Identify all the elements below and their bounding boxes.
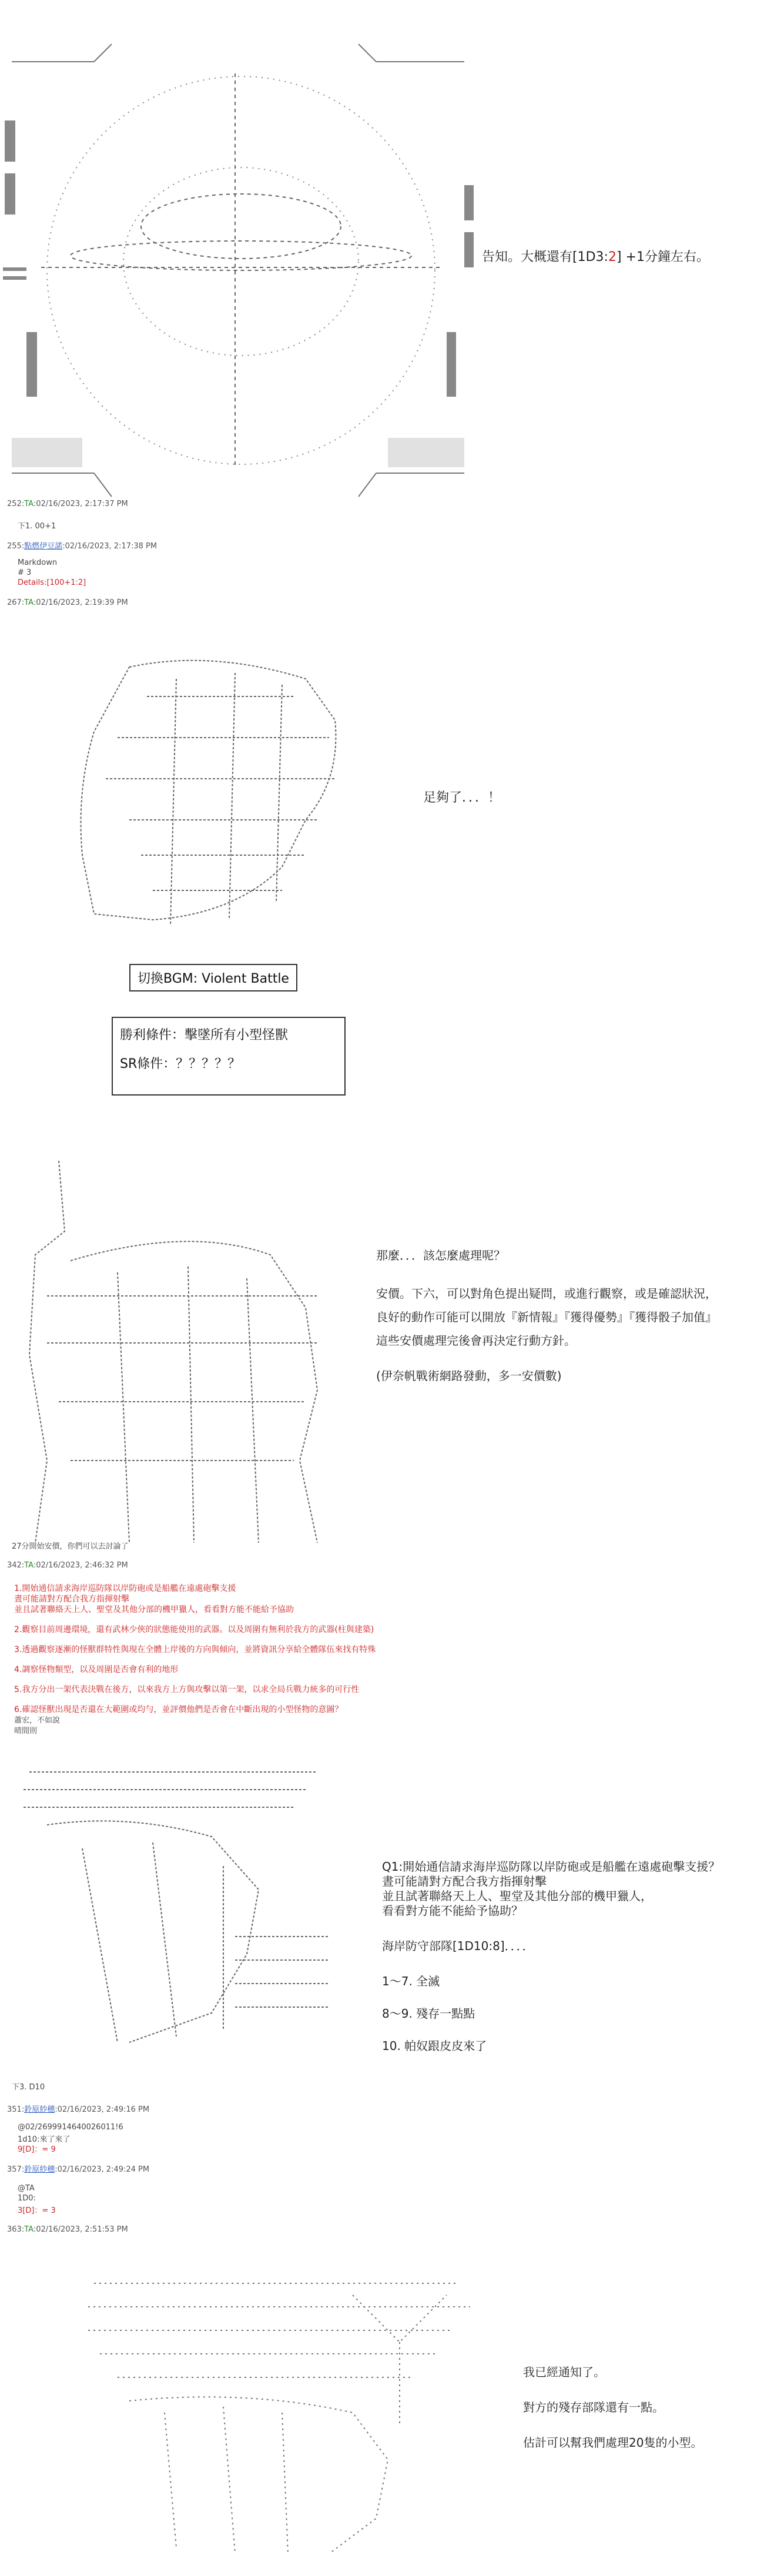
q1-line2: 晝可能請對方配合我方指揮射擊: [382, 1874, 547, 1888]
scope-ascii-art: [0, 12, 482, 494]
post-351-line1: @02/2699914640026011!6: [18, 2123, 123, 2132]
post-255-line3: Details:[100+1:2]: [18, 578, 86, 587]
post-351-header: 351:鈴原紗穗:02/16/2023, 2:49:16 PM: [7, 2105, 150, 2114]
character-ascii-art-2: [12, 1740, 341, 2045]
panel3-line5: (伊奈帆戰術網路發動，多一安價數): [376, 1369, 562, 1383]
post-255-header: 255:點燃伊豆諾:02/16/2023, 2:17:38 PM: [7, 542, 158, 551]
option-1: 1～7. 全滅: [382, 1974, 440, 1988]
mecha-ascii-art: [12, 1134, 376, 1546]
q1-line4: 看看對方能不能給予協助？: [382, 1904, 523, 1918]
bgm-box: 切換BGM: Violent Battle: [129, 964, 297, 991]
anka-item-1b: 晝可能請對方配合我方指揮射擊: [14, 1594, 129, 1604]
panel2-narration: 足夠了．．．！: [423, 790, 501, 805]
post-351-line3: 9[D]：= 9: [18, 2145, 56, 2154]
post-255-line1: Markdown: [18, 558, 58, 567]
q1-line1: Q1:開始通信請求海岸巡防隊以岸防砲或是船艦在遠處砲擊支援？: [382, 1860, 721, 1874]
panel3-line2: 安價。下六，可以對角色提出疑問，或進行觀察，或是確認狀況，: [376, 1287, 717, 1301]
post-267-header: 267:TA:02/16/2023, 2:19:39 PM: [7, 598, 128, 607]
anka-item-5: 5.我方分出一架代表決戰在後方，以來我方上方與攻擊以第一架，以求全局兵戰力統多的可行性: [14, 1685, 360, 1694]
post-357-header: 357:鈴原紗穗:02/16/2023, 2:49:24 PM: [7, 2165, 150, 2174]
post-roll-call: 下3. D10: [12, 2083, 45, 2092]
post-author[interactable]: TA: [24, 2225, 33, 2234]
post-author-link[interactable]: 點燃伊豆諾: [24, 542, 63, 551]
option-2: 8～9. 殘存一點點: [382, 2006, 475, 2021]
option-3: 10. 帕奴跟皮皮來了: [382, 2039, 487, 2053]
post-252-header: 252:TA:02/16/2023, 2:17:37 PM: [7, 500, 128, 508]
post-author-link[interactable]: 鈴原紗穗: [24, 2105, 55, 2114]
sr-condition: SR條件：？？？？？: [120, 1057, 241, 1071]
post-357-line3: 3[D]：= 3: [18, 2206, 56, 2215]
post-342-header: 342:TA:02/16/2023, 2:46:32 PM: [7, 1561, 128, 1570]
post-author[interactable]: TA: [24, 500, 33, 508]
scope-drawing: [0, 32, 482, 514]
panel5-line3: 估計可以幫我們處理20隻的小型。: [523, 2436, 703, 2450]
anka-item-1a: 1.開始通信請求海岸巡防隊以岸防砲或是船艦在遠處砲擊支援: [14, 1584, 236, 1593]
anka-item-2: 2.觀察目前周邊環境，還有武林少俠的狀態能使用的武器。以及周圍有無利於我方的武器(柱與建築): [14, 1625, 374, 1634]
anka-item-1c: 並且試著聯絡天上人、聖堂及其他分部的機甲獵人，看看對方能不能給予協助: [14, 1605, 294, 1614]
roll-result: 2: [608, 250, 616, 264]
panel3-line4: 這些安價處理完後會再決定行動方針。: [376, 1334, 576, 1348]
post-author-link[interactable]: 鈴原紗穗: [24, 2165, 55, 2174]
panel5-line2: 對方的殘存部隊還有一點。: [523, 2400, 664, 2414]
post-255-line2: # 3: [18, 568, 32, 577]
panel3-line1: 那麼．．．該怎麼處理呢？: [376, 1248, 505, 1262]
roll-line: 海岸防守部隊[1D10:8]．．．．: [382, 1939, 534, 1953]
character-ascii-art-1: [59, 623, 376, 929]
q1-line3: 並且試著聯絡天上人、聖堂及其他分部的機甲獵人，: [382, 1889, 652, 1903]
anka-item-6: 6.確認怪獸出現是否還在大範圍或均勻，並評價他們是否會在中斷出現的小型怪物的意圖？: [14, 1705, 343, 1714]
post-author[interactable]: TA: [24, 598, 33, 607]
panel1-narration: 告知。大概還有[1D3:2] +1分鐘左右。: [482, 250, 709, 264]
post-351-line2: 1d10:來了來了: [18, 2135, 71, 2144]
anka-note-2: 晴間則: [14, 1727, 38, 1736]
anka-intro: 27分開始安價，你們可以去討論了: [12, 1542, 129, 1551]
anka-item-3: 3.透過觀察逐漸的怪獸群特性與現在全體上岸後的方向與傾向，並將資訊分享給全體隊伍來找有特殊: [14, 1645, 376, 1654]
post-author[interactable]: TA: [24, 1561, 33, 1570]
panel5-line1: 我已經通知了。: [523, 2365, 605, 2379]
scene-ascii-art: [71, 2251, 482, 2545]
post-363-header: 363:TA:02/16/2023, 2:51:53 PM: [7, 2225, 128, 2234]
victory-conditions-box: [112, 1017, 346, 1096]
panel3-line3: 良好的動作可能可以開放『新情報』『獲得優勢』『獲得骰子加值』: [376, 1310, 717, 1324]
post-357-line2: 1D0:: [18, 2194, 36, 2203]
post-252-body: 下1. 00+1: [18, 522, 56, 531]
post-357-line1: @TA: [18, 2184, 35, 2193]
anka-item-4: 4.調察怪物類型，以及周圍是否會有利的地形: [14, 1665, 179, 1674]
anka-note-1: 蕭宏，不如說: [14, 1716, 61, 1725]
victory-condition: 勝利條件：擊墜所有小型怪獸: [120, 1028, 289, 1043]
